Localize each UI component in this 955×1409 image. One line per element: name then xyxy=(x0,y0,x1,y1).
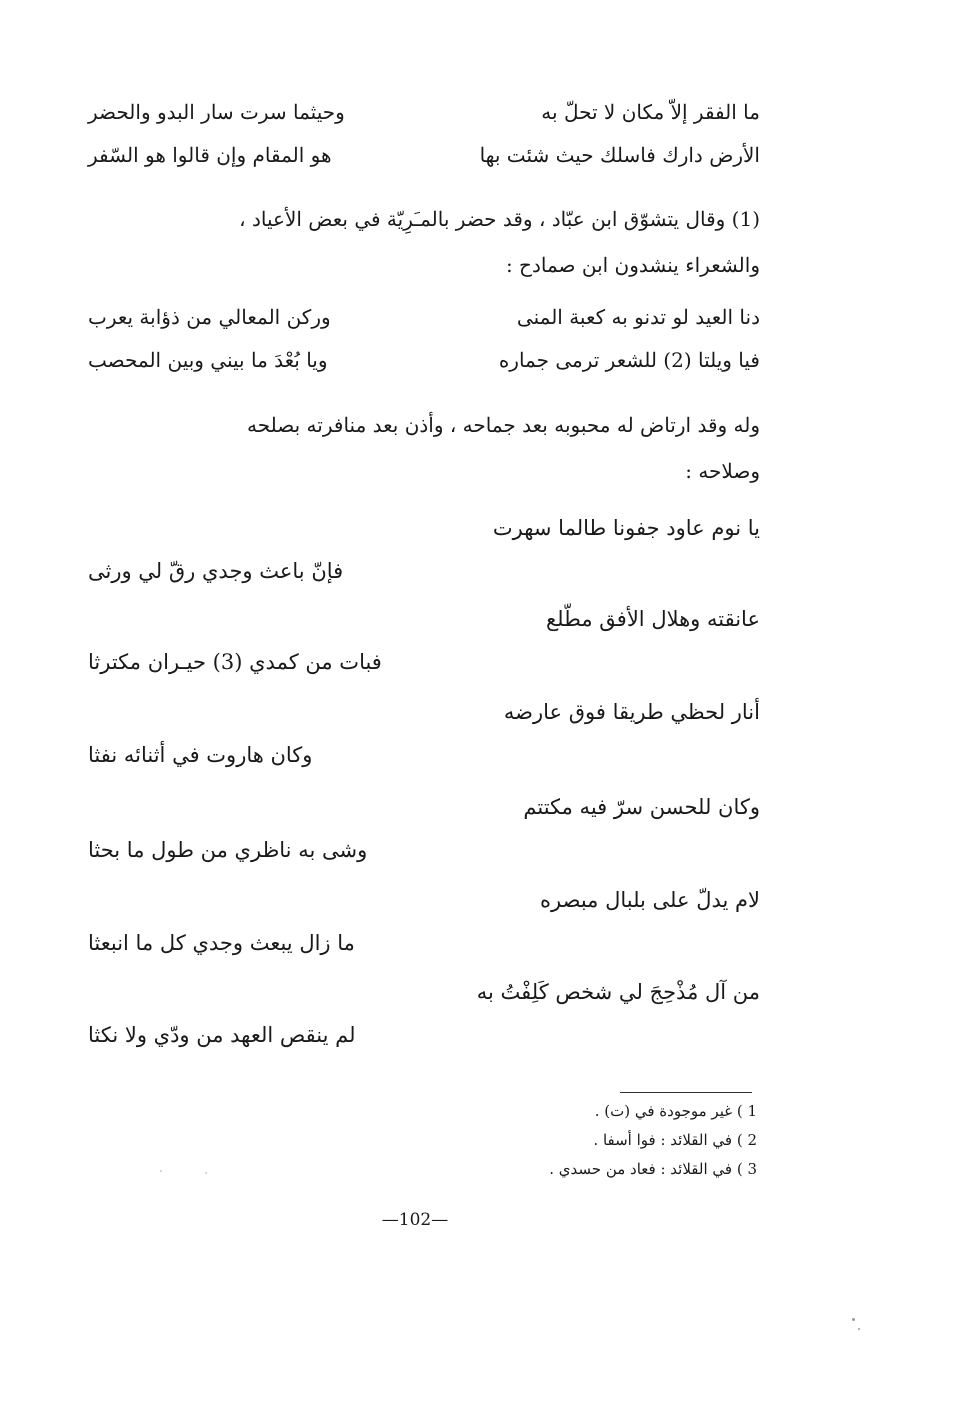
stanza-5-line-b: ما زال يبعث وجدي كل ما انبعثا xyxy=(88,931,355,955)
footnote-1: 1 ) غير موجودة في (ت) . xyxy=(594,1102,757,1120)
footnote-rule xyxy=(620,1092,752,1093)
verse-2-right: الأرض دارك فاسلك حيث شئت بها xyxy=(479,143,760,167)
stanza-1-line-b: فإنّ باعث وجدي رقّ لي ورثى xyxy=(88,559,344,583)
stanza-4-line-a: وكان للحسن سرّ فيه مكتتم xyxy=(523,795,760,819)
footnote-3: 3 ) في القلائد : فعاد من حسدي . xyxy=(549,1160,757,1178)
prose-line: وله وقد ارتاض له محبوبه بعد جماحه ، وأذن بعد منافرته بصلحه xyxy=(247,413,760,437)
verse-1-right: ما الفقر إلاّ مكان لا تحلّ به xyxy=(541,100,760,124)
verse-3-right: دنا العيد لو تدنو به كعبة المنى xyxy=(516,305,760,329)
scan-speck xyxy=(205,1172,207,1174)
stanza-5-line-a: لام يدلّ على بلبال مبصره xyxy=(540,888,760,912)
prose-line: والشعراء ينشدون ابن صمادح : xyxy=(505,253,760,277)
footnote-2: 2 ) في القلائد : فوا أسفا . xyxy=(593,1131,757,1149)
stanza-6-line-a: من آل مُذْحِجَ لي شخص كَلِفْتُ به xyxy=(476,980,760,1004)
stanza-1-line-a: يا نوم عاود جفونا طالما سهرت xyxy=(492,516,760,540)
prose-line: وصلاحه : xyxy=(685,459,760,483)
scan-speck xyxy=(858,1328,860,1330)
prose-paragraph-1 xyxy=(88,196,760,288)
verse-3-left: وركن المعالي من ذؤابة يعرب xyxy=(88,305,331,329)
stanza-2-line-b: فبات من كمدي (3) حيـران مكترثا xyxy=(88,650,382,674)
page-number: —102— xyxy=(381,1210,449,1230)
stanza-3-line-a: أنار لحظي طريقا فوق عارضه xyxy=(503,700,760,724)
stanza-2-line-a: عانقته وهلال الأفق مطّلع xyxy=(546,607,760,631)
verse-4-right: فيا ويلتا (2) للشعر ترمى جماره xyxy=(498,348,760,372)
verse-1-left: وحيثما سرت سار البدو والحضر xyxy=(88,100,345,124)
prose-paragraph-2 xyxy=(88,402,760,494)
verse-4-left: ويا بُعْدَ ما بيني وبين المحصب xyxy=(88,348,328,372)
stanza-6-line-b: لم ينقص العهد من ودّي ولا نكثا xyxy=(88,1023,356,1047)
verse-2-left: هو المقام وإن قالوا هو السّفر xyxy=(88,143,332,167)
stanza-4-line-b: وشى به ناظري من طول ما بحثا xyxy=(88,838,368,862)
stanza-3-line-b: وكان هاروت في أثنائه نفثا xyxy=(88,743,313,767)
prose-line: (1) وقال يتشوّق ابن عبّاد ، وقد حضر بالمـَرِيّة في بعض الأعياد ، xyxy=(239,207,760,231)
scan-speck xyxy=(852,1318,855,1321)
scan-speck xyxy=(160,1170,162,1172)
